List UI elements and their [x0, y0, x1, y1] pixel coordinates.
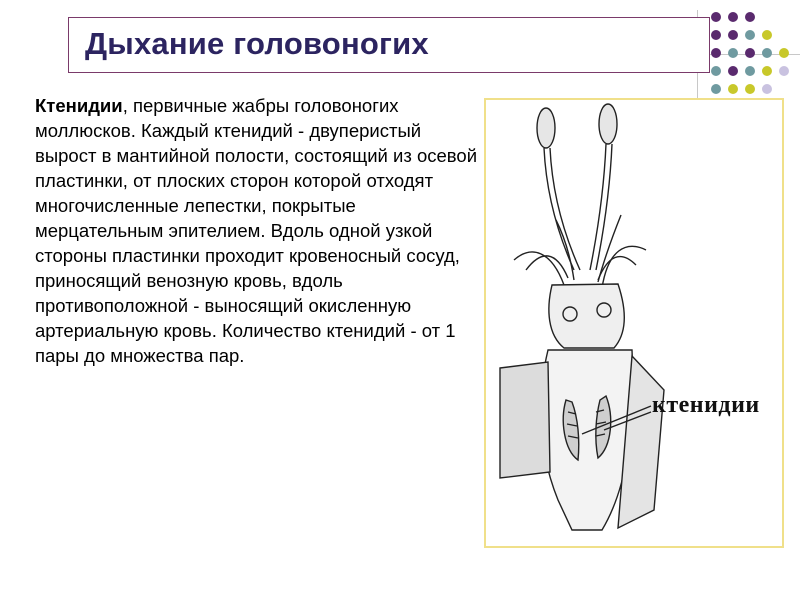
tentacle-stalk-right	[590, 144, 612, 270]
slide-title: Дыхание головоногих	[85, 26, 429, 61]
mantle-outline	[541, 350, 633, 530]
tentacle-stalk-left	[544, 148, 580, 270]
dot-row-3	[711, 48, 789, 58]
decor-dot-grid	[702, 8, 800, 100]
figure-frame	[484, 98, 784, 548]
arm-6	[598, 215, 621, 282]
dot-row-4	[711, 66, 789, 76]
tentacle-club-right	[599, 104, 617, 144]
arm-1	[526, 256, 568, 278]
dot-row-5	[711, 84, 772, 94]
squid-anatomy-illustration	[486, 100, 782, 546]
dot-row-1	[711, 12, 755, 22]
body-paragraph	[35, 93, 485, 368]
head-outline	[549, 284, 624, 348]
arm-2	[514, 252, 564, 285]
term-ctenidia: Ктенидии	[35, 95, 123, 116]
mantle-flap-left	[500, 362, 550, 478]
title-box	[68, 17, 710, 73]
dot-row-2	[711, 30, 772, 40]
paragraph-text: , первичные жабры головоногих моллюсков. Каждый ктенидий - двуперистый вырост в мантийной полости, состоящий из осевой пластинки, от плоских сторон которой отходят многочисленные лепестки, покрытые мерцательным эпителием. Вдоль одной узкой стороны пластинки проходит кровеносный сосуд, приносящий венозную кровь, вдоль противоположной - выносящий окисленную артериальную кровь. Количество ктенидий - от 1 пары до множества пар.	[35, 95, 478, 366]
tentacle-club-left	[537, 108, 555, 148]
arm-4	[602, 246, 646, 288]
figure-label-ctenidia: ктенидии	[652, 392, 760, 418]
